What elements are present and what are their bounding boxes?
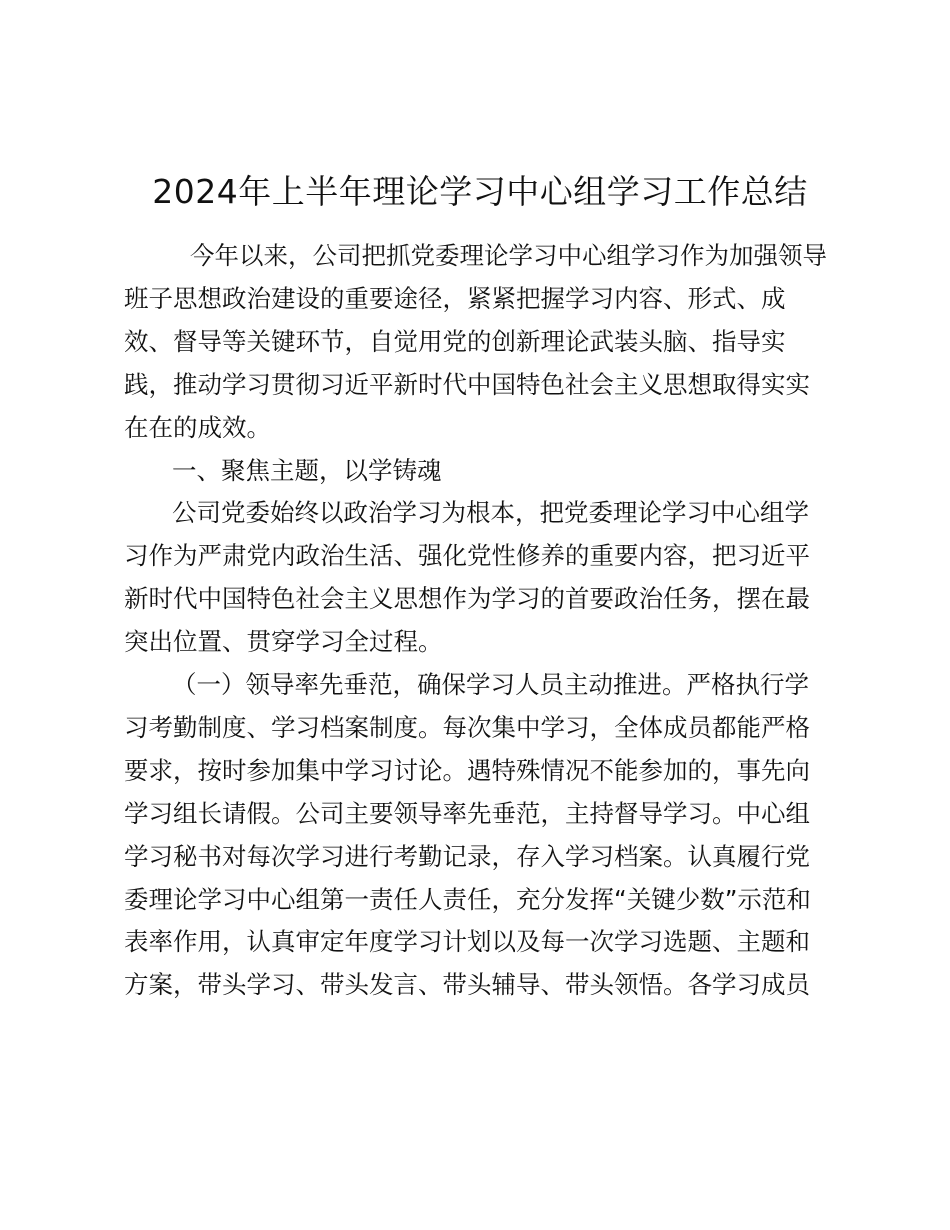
text-line: 委理论学习中心组第一责任人责任，充分发挥“关键少数”示范和	[124, 884, 811, 914]
text-line: 在在的成效。	[124, 412, 271, 442]
text-line: 学习组长请假。公司主要领导率先垂范，主持督导学习。中心组	[124, 798, 810, 828]
text-line: 公司党委始终以政治学习为根本，把党委理论学习中心组学	[172, 498, 809, 528]
text-line: （一）领导率先垂范，确保学习人员主动推进。严格执行学	[172, 670, 809, 699]
text-line: 方案，带头学习、带头发言、带头辅导、带头领悟。各学习成员	[124, 970, 810, 1000]
text-line: 要求，按时参加集中学习讨论。遇特殊情况不能参加的，事先向	[124, 755, 810, 785]
document-title: 2024年上半年理论学习中心组学习工作总结	[152, 172, 808, 211]
text-line: 效、督导等关键环节，自觉用党的创新理论武装头脑、指导实	[124, 326, 786, 356]
text-line: 践，推动学习贯彻习近平新时代中国特色社会主义思想取得实实	[124, 369, 810, 399]
text-line: 一、聚焦主题，以学铸魂	[172, 455, 442, 485]
text-line: 习作为严肃党内政治生活、强化党性修养的重要内容，把习近平	[124, 541, 810, 571]
text-line: 班子思想政治建设的重要途径，紧紧把握学习内容、形式、成	[124, 283, 786, 313]
text-line: 学习秘书对每次学习进行考勤记录，存入学习档案。认真履行党	[124, 841, 810, 871]
text-line: 习考勤制度、学习档案制度。每次集中学习，全体成员都能严格	[124, 712, 810, 742]
text-line: 表率作用，认真审定年度学习计划以及每一次学习选题、主题和	[124, 927, 810, 957]
text-line: 今年以来，公司把抓党委理论学习中心组学习作为加强领导	[190, 241, 827, 270]
text-line: 突出位置、贯穿学习全过程。	[124, 627, 443, 657]
text-line: 新时代中国特色社会主义思想作为学习的首要政治任务，摆在最	[124, 584, 810, 614]
